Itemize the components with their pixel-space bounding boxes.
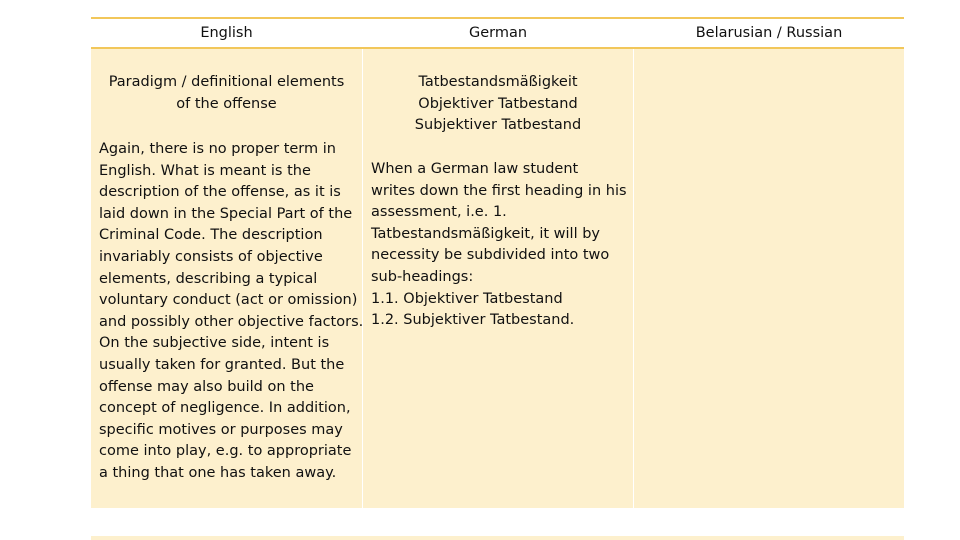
- cell-german: [363, 49, 633, 508]
- cell-belarusian-russian: [634, 49, 904, 508]
- terminology-table: [91, 17, 904, 508]
- header-english: English: [200, 25, 253, 41]
- table-row: [91, 49, 904, 508]
- english-term-title: Paradigm / definitional elements of the offense: [108, 74, 345, 112]
- header-german: German: [468, 25, 528, 41]
- german-explanation: When a German law student writes down the first heading in his assessment, i.e. 1. Tatbestandsmäßigkeit, it will by necessity be subdivided into two sub-headings: 1.1. Objektiver Tatbestand 1.2. Subjektiver Tatbestand.: [371, 161, 627, 329]
- german-term-title: Tatbestandsmäßigkeit Objektiver Tatbestand Subjektiver Tatbestand: [414, 74, 582, 134]
- next-row-edge: [91, 536, 904, 540]
- english-explanation: Again, there is no proper term in English. What is meant is the description of the offense, as it is laid down in the Special Part of the Criminal Code. The description invariably consists of objective elements, describing a typical voluntary conduct (act or omission) and possibly other objective factors. On the subjective side, intent is usually taken for granted. But the offense may also build on the concept of negligence. In addition, specific motives or purposes may come into play, e.g. to appropriate a thing that one has taken away.: [99, 141, 364, 481]
- header-belarusian-russian: Belarusian / Russian: [695, 25, 843, 41]
- table-header-row: [91, 19, 904, 47]
- cell-english: [91, 49, 362, 508]
